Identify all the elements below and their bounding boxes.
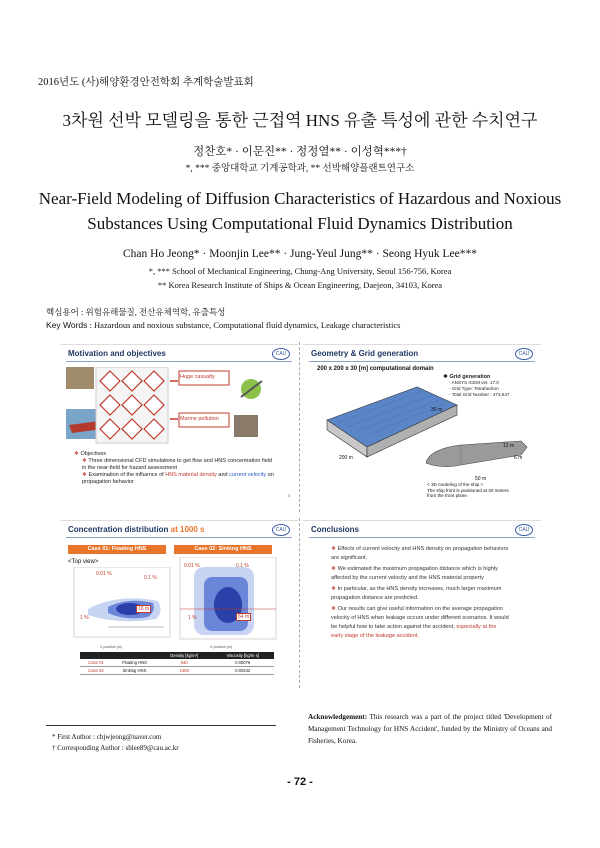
- university-logo: CAU: [515, 348, 533, 360]
- english-affiliation-2: ** Korea Research Institute of Ships & Ocean Engineering, Daejeon, 34103, Korea: [157, 280, 443, 290]
- case-2-length: 64 m: [238, 614, 250, 620]
- english-authors: Chan Ho Jeong* · Moonjin Lee** · Jung-Yeul Jung** · Seong Hyuk Lee***: [122, 248, 478, 260]
- caption-line-3: from the front plane.: [427, 493, 469, 499]
- case-2-label-1: 1 %: [188, 615, 197, 621]
- conclusions-list: [331, 545, 509, 643]
- objectives-block: [74, 451, 274, 486]
- dim-200-b: 200 m: [339, 455, 353, 461]
- grid-number: Total Grid Number : 473,647: [451, 392, 510, 397]
- korean-affiliation: *, *** 중앙대학교 기계공학과, ** 선박해양플랜트연구소: [185, 164, 415, 174]
- table-cell: Case 02: [80, 667, 112, 675]
- marine-pollution-label: Marine pollution: [180, 416, 219, 422]
- case-1-label-1: 1 %: [80, 615, 89, 621]
- english-title-line2: Substances Using Computational Fluid Dynamics Distribution: [87, 214, 513, 233]
- dim-30: 30 m: [431, 407, 443, 413]
- slide-title: Geometry & Grid generation: [311, 349, 419, 358]
- table-row: [80, 667, 274, 675]
- table-cell: 0.00242: [211, 667, 274, 675]
- grid-software: ANSYS ICEM ver. 17.0: [451, 380, 499, 385]
- objectives-label: Objectives: [80, 451, 107, 457]
- grid-label: Grid generation: [449, 374, 491, 380]
- caption-line-1: < 3D modeling of the ship >: [427, 482, 484, 487]
- footnote-first-author: * First Author : chjwjeong@naver.com: [52, 733, 162, 741]
- korean-keywords: 핵심용어 : 위험유해물질, 전산유체역학, 유출특성: [46, 307, 226, 317]
- acknowledgement-text: This research was a part of the project titled 'Development of Management Technology for HNS Accident', funded by the Ministry of Oceans and Fisheries, Korea.: [308, 713, 552, 745]
- huge-casualty-label: Huge casualty: [180, 374, 215, 380]
- properties-table: [80, 652, 274, 675]
- slide-title: [68, 525, 204, 534]
- acknowledgement-label: Acknowledgement:: [308, 713, 368, 721]
- slide-motivation: [60, 344, 298, 504]
- english-keywords: Key Words : Hazardous and noxious substance, Computational fluid dynamics, Leakage characteristics: [46, 320, 401, 330]
- ship-caption: [427, 482, 509, 499]
- objective-2-velocity: current velocity: [229, 472, 267, 478]
- table-cell: 0.00076: [211, 659, 274, 667]
- bullet-icon: ❖: [331, 546, 337, 552]
- slide-page-number: 3: [287, 493, 290, 498]
- hazard-symbols-grid: [96, 367, 168, 443]
- bullet-icon: ❖: [74, 451, 79, 457]
- slide-divider: [309, 361, 535, 362]
- korean-keywords-values: 위험유해물질, 전산유체역학, 유출특성: [85, 307, 226, 317]
- slide-separator-top: [299, 342, 300, 512]
- objective-1: Three dimensional CFD simulations to get flow and HNS concentration field in the near-field for hazard assessment: [82, 458, 273, 471]
- conclusion-4-emphasis: especially at the early stage of the leakage accident.: [331, 624, 497, 639]
- university-logo: CAU: [272, 524, 290, 536]
- domain-label: 200 x 200 x 30 [m] computational domain: [317, 366, 434, 372]
- table-cell: Floating HNS: [112, 659, 157, 667]
- case-2-header: Case 02: Sinking HNS: [174, 545, 272, 554]
- objective-2a: Examination of the influence of: [88, 472, 166, 478]
- slide-divider: [66, 361, 292, 362]
- bullet-icon: ❖: [331, 566, 337, 572]
- acknowledgement: [308, 711, 552, 747]
- case-1-length: 16 m: [138, 606, 150, 612]
- bullet-icon: ❖: [331, 586, 337, 592]
- caption-line-2: The ship front is positioned at 40 meters: [427, 487, 509, 493]
- slide-concentration: [60, 520, 298, 680]
- dim-6: 6 m: [514, 455, 523, 461]
- slide-title-time: at 1000 s: [170, 525, 205, 534]
- slide-geometry: [303, 344, 541, 504]
- slide-title-main: Concentration distribution: [68, 525, 171, 534]
- english-title: [20, 186, 580, 236]
- footnote-corresponding-author: † Corresponding Author : shlee89@cau.ac.kr: [52, 744, 179, 752]
- university-logo: CAU: [515, 524, 533, 536]
- dim-50: 50 m: [475, 476, 487, 482]
- case-2-plot: [174, 557, 278, 645]
- table-cell: Case 01: [80, 659, 112, 667]
- bullet-icon: ❖: [82, 472, 87, 478]
- slide-separator-bottom: [299, 518, 300, 688]
- objective-2-density: HNS material density: [165, 472, 217, 478]
- table-header-cell: [112, 652, 157, 659]
- case-1-label-001: 0.01 %: [96, 571, 112, 577]
- objective-2b: and: [216, 472, 230, 478]
- conclusion-2: We estimated the maximum propagation distance which is highly affected by the current velocity and the HNS material property: [331, 566, 498, 581]
- slide-title: Motivation and objectives: [68, 349, 166, 358]
- footnote-rule: [46, 725, 276, 726]
- case-2-label-01: 0.1 %: [236, 563, 249, 569]
- table-cell: 940: [157, 659, 211, 667]
- table-header-row: [80, 652, 274, 659]
- table-header-cell: Density [kg/m³]: [157, 652, 211, 659]
- conclusion-1: Effects of current velocity and HNS density on propagation behaviors are significant.: [331, 546, 509, 561]
- page-number: - 72 -: [287, 776, 313, 788]
- barrels-photo: [66, 367, 94, 389]
- english-title-line1: Near-Field Modeling of Diffusion Characteristics of Hazardous and Noxious: [38, 189, 562, 208]
- case-2-x-axis: X position (m): [210, 645, 233, 649]
- english-keywords-values: Hazardous and noxious substance, Computational fluid dynamics, Leakage characteristics: [94, 320, 401, 330]
- table-cell: Sinking HNS: [112, 667, 157, 675]
- slide-divider: [309, 537, 535, 538]
- english-keywords-label: Key Words: [46, 320, 88, 330]
- korean-authors: 정찬호* · 이문진** · 정정열** · 이성혁***†: [193, 146, 407, 158]
- grid-info: ❖ Grid generation - ANSYS ICEM ver. 17.0 - Grid Type: Tetrahedron - Total Grid Number : 473,647: [443, 374, 510, 397]
- bullet-icon: ❖: [331, 606, 337, 612]
- case-2-label-001: 0.01 %: [184, 563, 200, 569]
- case-1-x-axis: X position (m): [100, 645, 123, 649]
- table-cell: 1460: [157, 667, 211, 675]
- case-1-header: Case 01: Floating HNS: [68, 545, 166, 554]
- table-header-cell: [80, 652, 112, 659]
- conclusion-4: Our results can give useful information on the average propagation velocity of HNS when leakage occurs under different scenarios. It would be helpful how to take action against the accident,: [331, 606, 509, 630]
- objective-2c: on propagation behavior: [82, 472, 274, 485]
- grid-type: Grid Type: Tetrahedron: [451, 386, 499, 391]
- bullet-icon: ❖: [82, 458, 87, 464]
- slide-conclusions: [303, 520, 541, 680]
- dim-12: 12 m: [503, 443, 515, 449]
- slide-title: Conclusions: [311, 525, 360, 534]
- university-logo: CAU: [272, 348, 290, 360]
- korean-keywords-label: 핵심용어: [46, 307, 79, 317]
- slide-divider: [66, 537, 292, 538]
- english-affiliation-1: *, *** School of Mechanical Engineering, Chung-Ang University, Seoul 156-756, Korea: [148, 266, 452, 276]
- table-row: [80, 659, 274, 667]
- conference-name: 2016년도 (사)해양환경안전학회 추계학술발표회: [38, 77, 254, 88]
- pollution-photo: [234, 415, 258, 437]
- bullet-icon: ❖: [443, 374, 448, 380]
- table-header-cell: Viscosity [kg/m·s]: [211, 652, 274, 659]
- top-view-label: <Top view>: [68, 559, 99, 565]
- korean-title: 3차원 선박 모델링을 통한 근접역 HNS 유출 특성에 관한 수치연구: [62, 111, 538, 130]
- case-1-label-01: 0.1 %: [144, 575, 157, 581]
- conclusion-3: In particular, as the HNS density increases, much larger maximum propagation distance are predicted.: [331, 586, 502, 601]
